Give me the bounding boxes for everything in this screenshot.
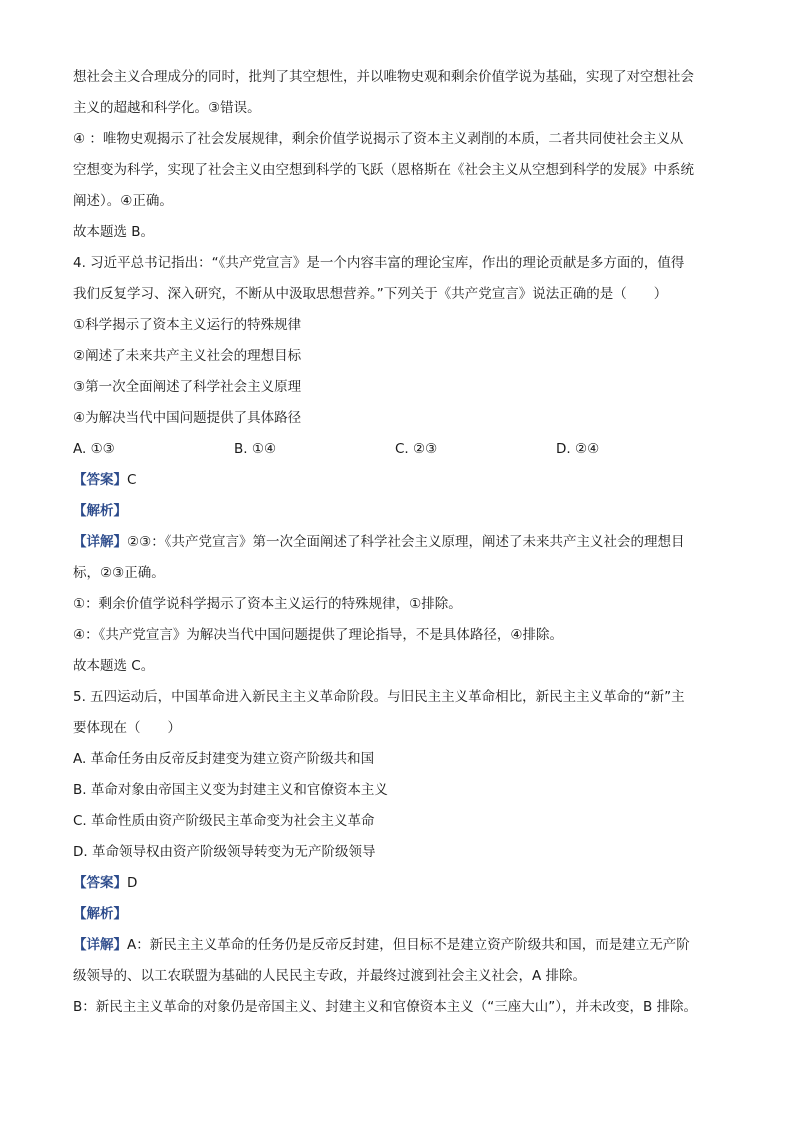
question-4-conclusion: 故本题选 C。	[73, 658, 155, 674]
question-4-detail: ④：《共产党宣言》为解决当代中国问题提供了理论指导，不是具体路径，④排除。	[73, 627, 563, 643]
analysis-tag: 【解析】	[73, 906, 127, 922]
answer-tag: 【答案】	[73, 472, 127, 488]
prev-explanation-line: ④ ：唯物史观揭示了社会发展规律，剩余价值学说揭示了资本主义剥削的本质，二者共同使社会主义从	[73, 131, 684, 147]
question-5-option: C. 革命性质由资产阶级民主革命变为社会主义革命	[73, 813, 375, 829]
option-b: B. ①④	[234, 441, 277, 457]
question-5-stem: 5. 五四运动后，中国革命进入新民主主义革命阶段。与旧民主主义革命相比，新民主主义革命的“新”主	[73, 689, 685, 705]
question-4-options	[73, 434, 723, 465]
question-4-stem: 我们反复学习、深入研究，不断从中汲取思想营养。”下列关于《共产党宣言》说法正确的是（ ）	[73, 286, 668, 302]
detail-text: ②③：《共产党宣言》第一次全面阐述了科学社会主义原理，阐述了未来共产主义社会的理想目	[127, 534, 685, 550]
question-5-detail: B：新民主主义革命的对象仍是帝国主义、封建主义和官僚资本主义（“三座大山”），并未改变，B 排除。	[73, 999, 698, 1015]
question-4-stem: 4. 习近平总书记指出：“《共产党宣言》是一个内容丰富的理论宝库，作出的理论贡献是多方面的，值得	[73, 255, 685, 271]
prev-explanation-line: 空想变为科学，实现了社会主义由空想到科学的飞跃（恩格斯在《社会主义从空想到科学的发展》中系统	[73, 162, 694, 178]
question-5-answer	[73, 868, 723, 899]
question-4-item: ④为解决当代中国问题提供了具体路径	[73, 410, 302, 426]
detail-tag: 【详解】	[73, 937, 127, 953]
question-5-detail: 级领导的、以工农联盟为基础的人民民主专政，并最终过渡到社会主义社会，A 排除。	[73, 968, 587, 984]
question-4-detail	[73, 527, 723, 558]
question-5-detail	[73, 930, 723, 961]
option-d: D. ②④	[556, 441, 600, 457]
question-5-option: B. 革命对象由帝国主义变为封建主义和官僚资本主义	[73, 782, 388, 798]
option-a: A. ①③	[73, 441, 115, 457]
question-4-analysis	[73, 496, 723, 527]
question-5-analysis	[73, 899, 723, 930]
prev-explanation-line: 想社会主义合理成分的同时，批判了其空想性，并以唯物史观和剩余价值学说为基础，实现了对空想社会	[73, 69, 694, 85]
question-5-stem: 要体现在（ ）	[73, 720, 181, 736]
prev-conclusion: 故本题选 B。	[73, 224, 155, 240]
question-4-item: ①科学揭示了资本主义运行的特殊规律	[73, 317, 302, 333]
option-c: C. ②③	[395, 441, 438, 457]
question-4-detail: 标，②③正确。	[73, 565, 165, 581]
question-5-option: D. 革命领导权由资产阶级领导转变为无产阶级领导	[73, 844, 376, 860]
question-5-option: A. 革命任务由反帝反封建变为建立资产阶级共和国	[73, 751, 375, 767]
answer-value: C	[127, 472, 137, 488]
prev-explanation-line: 主义的超越和科学化。③错误。	[73, 100, 261, 116]
question-4-detail: ①：剩余价值学说科学揭示了资本主义运行的特殊规律，①排除。	[73, 596, 462, 612]
question-4-answer	[73, 465, 723, 496]
analysis-tag: 【解析】	[73, 503, 127, 519]
answer-value: D	[127, 875, 138, 891]
answer-tag: 【答案】	[73, 875, 127, 891]
page-content	[73, 62, 723, 1023]
question-4-item: ②阐述了未来共产主义社会的理想目标	[73, 348, 302, 364]
detail-text: A：新民主主义革命的任务仍是反帝反封建，但目标不是建立资产阶级共和国，而是建立无产阶	[127, 937, 690, 953]
question-4-item: ③第一次全面阐述了科学社会主义原理	[73, 379, 302, 395]
prev-explanation-line: 阐述）。④正确。	[73, 193, 173, 209]
detail-tag: 【详解】	[73, 534, 127, 550]
